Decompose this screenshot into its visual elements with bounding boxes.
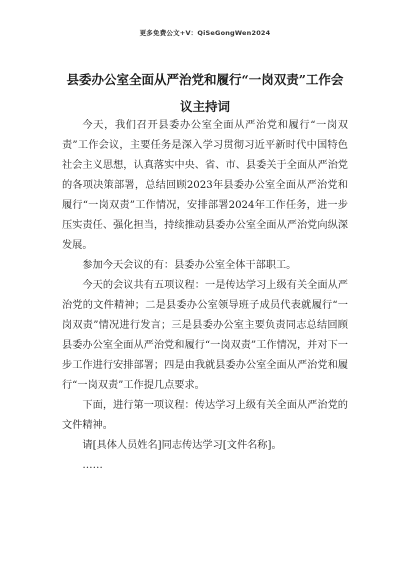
document-body bbox=[62, 116, 348, 476]
paragraph-ellipsis: …… bbox=[82, 460, 103, 471]
paragraph-first-item: 下面，进行第一项议程：传达学习上级有关全面从严治党的文件精神。 bbox=[62, 400, 348, 431]
paragraph-request: 请[具体人员姓名]同志传达学习[文件名称]。 bbox=[82, 440, 282, 451]
paragraph-intro: 今天，我们召开县委办公室全面从严治党和履行“一岗双责”工作会议，主要任务是深入学习贯彻习近平新时代中国特色社会主义思想，认真落实中央、省、市、县委关于全面从严治党的各项决策部署，总结回顾2023年县委办公室全面从严治党和履行“一岗双责”工作情况，安排部署2024年工作任务，进一步压实责任、强化担当，持续推动县委办公室全面从严治党向纵深发展。 bbox=[62, 120, 348, 251]
header-note: 更多免费公文+V：QiSeGongWen2024 bbox=[139, 29, 271, 37]
paragraph-attendees: 参加今天会议的有：县委办公室全体干部职工。 bbox=[82, 260, 297, 271]
paragraph-agenda: 今天的会议共有五项议程：一是传达学习上级有关全面从严治党的文件精神；二是县委办公室领导班子成员代表就履行“一岗双责”情况进行发言；三是县委办公室主要负责同志总结回顾县委办公室全面从严治党和履行“一岗双责”工作情况，并对下一步工作进行安排部署；四是由我就县委办公室全面从严治党和履行“一岗双责”工作提几点要求。 bbox=[62, 280, 348, 391]
document-title: 县委办公室全面从严治党和履行“一岗双责”工作会议主持词 bbox=[66, 72, 344, 114]
